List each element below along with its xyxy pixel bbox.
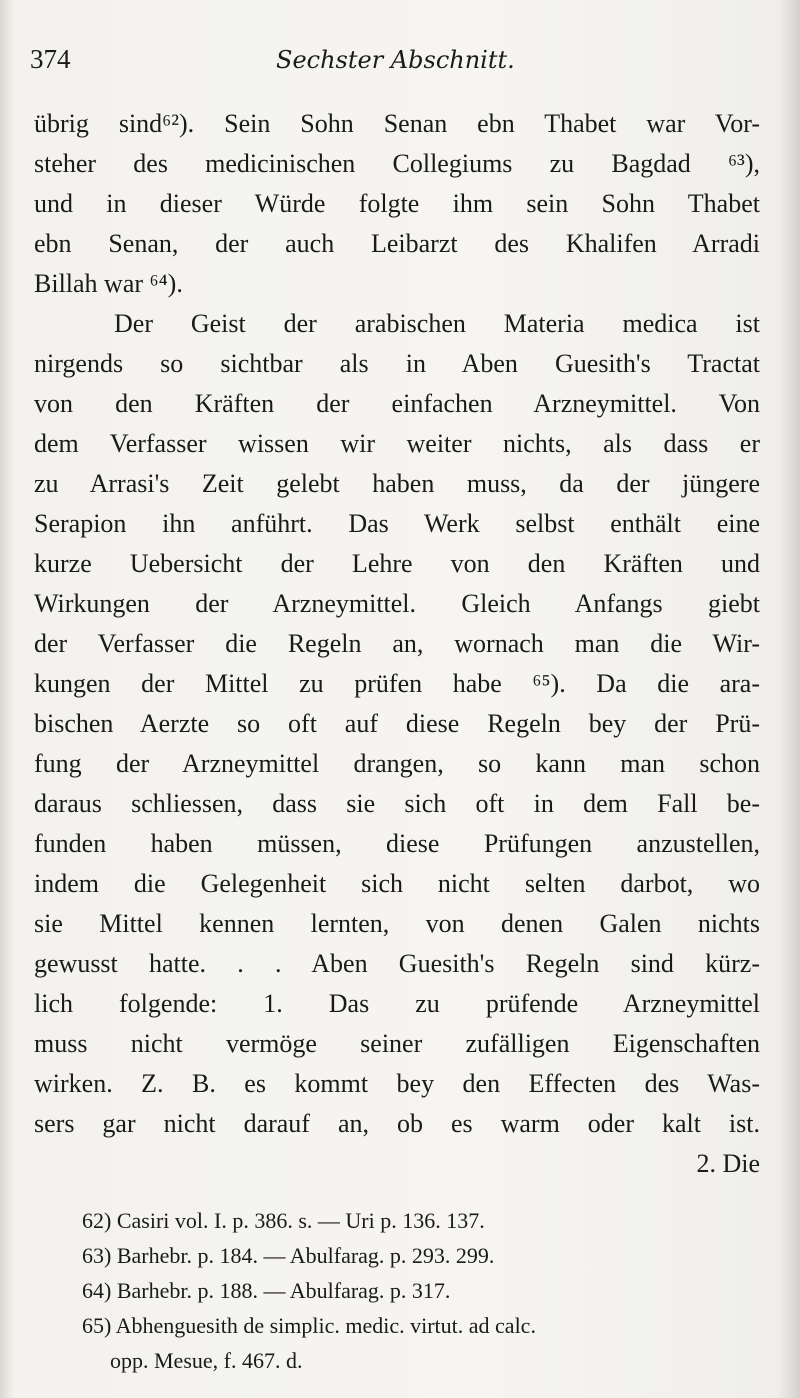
text-line: ebn Senan, der auch Leibarzt des Khalifen Arradi <box>34 229 760 258</box>
text-line: zu Arrasi's Zeit gelebt haben muss, da der jüngere <box>34 469 760 498</box>
text-line: indem die Gelegenheit sich nicht selten darbot, wo <box>34 869 760 898</box>
text-line: daraus schliessen, dass sie sich oft in dem Fall be- <box>34 789 760 818</box>
text-line: muss nicht vermöge seiner zufälligen Eigenschaften <box>34 1029 760 1058</box>
text-line: kungen der Mittel zu prüfen habe ⁶⁵). Da die ara- <box>34 669 760 698</box>
body-text <box>34 104 760 1184</box>
text-line: funden haben müssen, diese Prüfungen anzustellen, <box>34 829 760 858</box>
footnote: opp. Mesue, f. 467. d. <box>110 1348 303 1373</box>
text-line: sers gar nicht darauf an, ob es warm oder kalt ist. <box>34 1109 760 1138</box>
text-line: sie Mittel kennen lernten, von denen Galen nichts <box>34 909 760 938</box>
text-line: Serapion ihn anführt. Das Werk selbst enthält eine <box>34 509 760 538</box>
text-line: nirgends so sichtbar als in Aben Guesith's Tractat <box>34 349 760 378</box>
running-head: Sechster Abschnitt. <box>276 46 515 74</box>
page-number: 374 <box>30 44 71 74</box>
footnotes <box>82 1203 762 1378</box>
text-line: dem Verfasser wissen wir weiter nichts, als dass er <box>34 429 760 458</box>
text-line: lich folgende: 1. Das zu prüfende Arzneymittel <box>34 989 760 1018</box>
text-line: der Verfasser die Regeln an, wornach man die Wir- <box>34 629 760 658</box>
text-line: wirken. Z. B. es kommt bey den Effecten des Was- <box>34 1069 760 1098</box>
page-edge-shadow <box>778 0 800 1398</box>
text-line: steher des medicinischen Collegiums zu Bagdad ⁶³), <box>34 149 760 178</box>
text-line: von den Kräften der einfachen Arzneymittel. Von <box>34 389 760 418</box>
text-line: fung der Arzneymittel drangen, so kann man schon <box>34 749 760 778</box>
text-line: gewusst hatte. . . Aben Guesith's Regeln sind kürz- <box>34 949 760 978</box>
footnote: 63) Barhebr. p. 184. — Abulfarag. p. 293. 299. <box>82 1243 495 1268</box>
text-line: Billah war ⁶⁴). <box>34 269 183 298</box>
text-line: Der Geist der arabischen Materia medica ist <box>114 309 760 338</box>
text-line: Wirkungen der Arzneymittel. Gleich Anfangs giebt <box>34 589 760 618</box>
footnote: 62) Casiri vol. I. p. 386. s. — Uri p. 136. 137. <box>82 1208 485 1233</box>
page-header <box>30 44 760 84</box>
text-line: und in dieser Würde folgte ihm sein Sohn Thabet <box>34 189 760 218</box>
catchword: 2. Die <box>696 1149 760 1178</box>
text-line: übrig sind⁶²). Sein Sohn Senan ebn Thabet war Vor- <box>34 109 760 138</box>
footnote: 65) Abhenguesith de simplic. medic. virtut. ad calc. <box>82 1313 536 1338</box>
text-line: kurze Uebersicht der Lehre von den Kräften und <box>34 549 760 578</box>
text-line: bischen Aerzte so oft auf diese Regeln bey der Prü- <box>34 709 760 738</box>
footnote: 64) Barhebr. p. 188. — Abulfarag. p. 317. <box>82 1278 451 1303</box>
